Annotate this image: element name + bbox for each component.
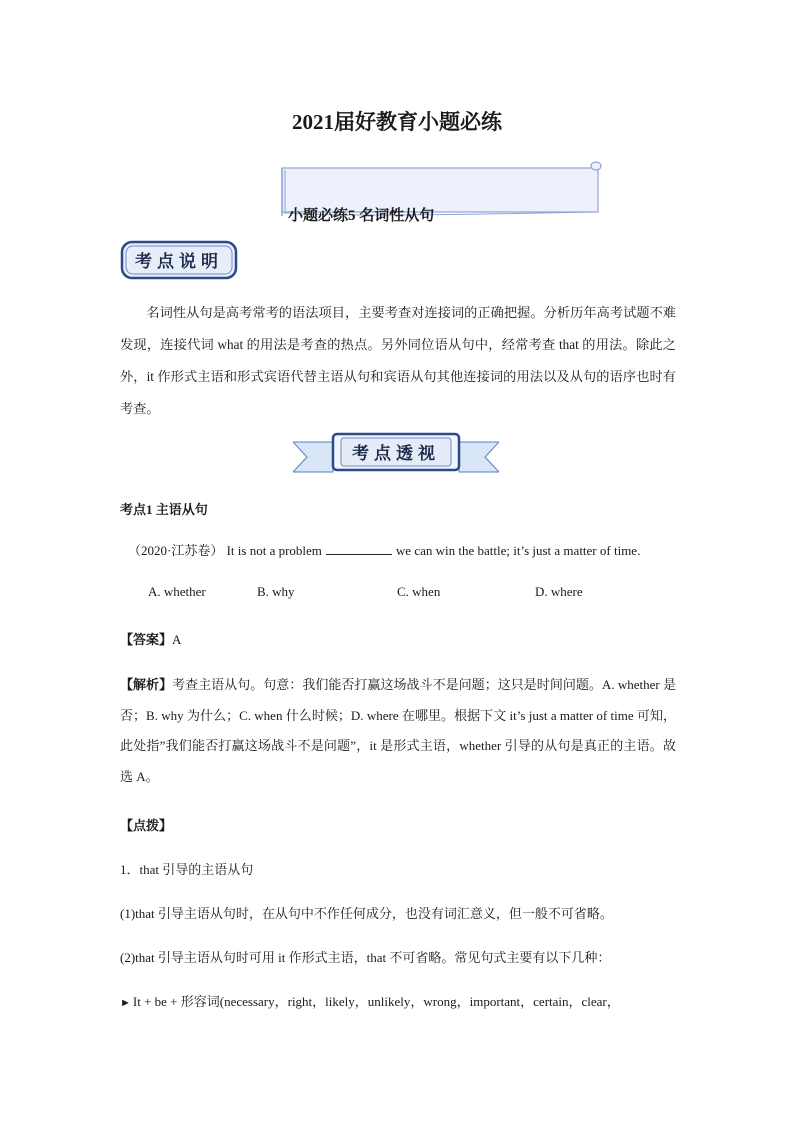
option-a: A. whether: [148, 584, 206, 599]
document-title: 2021届好教育小题必练: [292, 110, 502, 134]
ribbon-label: 考点透视: [352, 444, 440, 464]
analysis-text: 考查主语从句。句意：我们能否打赢这场战斗不是问题；这只是时间问题。A. whether 是否；B. why 为什么；C. when 什么时候；D. where 在哪里。根据下文 it’s just a matter of time 可知，此处指”我们能否打赢这场战斗不是问题”，it 是形式主语，whether 引导的从句是真正的主语。故选 A。: [120, 677, 676, 784]
analysis-paragraph: [120, 670, 676, 792]
answer-blank: [326, 542, 392, 555]
pattern-line: [120, 991, 680, 1010]
intro-paragraph: 名词性从句是高考常考的语法项目，主要考查对连接词的正确把握。分析历年高考试题不难发现，连接代词 what 的用法是考查的热点。另外同位语从句中，经常考查 that 的用法。除此之外，it 作形式主语和形式宾语代替主语从句和宾语从句其他连接词的用法以及从句的语序也时有考查。: [120, 305, 676, 416]
exam-point-badge: [120, 240, 238, 280]
option-b: B. why: [257, 584, 295, 599]
exam-point-heading: 考点1 主语从句: [120, 502, 208, 517]
note-3: (2)that 引导主语从句时可用 it 作形式主语，that 不可省略。常见句式主要有以下几种：: [120, 950, 611, 965]
question-stem-after: we can win the battle; it’s just a matter of time.: [395, 543, 641, 558]
answer-tag: 【答案】: [120, 632, 173, 647]
question-source: （2020·江苏卷）: [128, 543, 224, 558]
option-c: C. when: [397, 584, 441, 599]
tip-tag: 【点拨】: [120, 818, 173, 833]
option-d: D. where: [535, 584, 583, 599]
answer-value: A: [172, 632, 182, 647]
section-title: 小题必练5 名词性从句: [288, 208, 435, 224]
exam-focus-ribbon: [293, 432, 499, 476]
question-stem-before: It is not a problem: [226, 543, 322, 558]
answer-line: [120, 629, 680, 648]
badge-label: 考点说明: [135, 252, 223, 272]
analysis-tag: 【解析】: [120, 677, 173, 692]
note-1: 1．that 引导的主语从句: [120, 862, 254, 877]
triangle-bullet-icon: ►: [120, 997, 131, 1009]
question-stem: [128, 540, 688, 559]
note-2: (1)that 引导主语从句时，在从句中不作任何成分，也没有词汇意义，但一般不可省略。: [120, 906, 613, 921]
pattern-text: It + be + 形容词(necessary，right，likely，unlikely，wrong，important，certain，clear，: [132, 994, 620, 1009]
